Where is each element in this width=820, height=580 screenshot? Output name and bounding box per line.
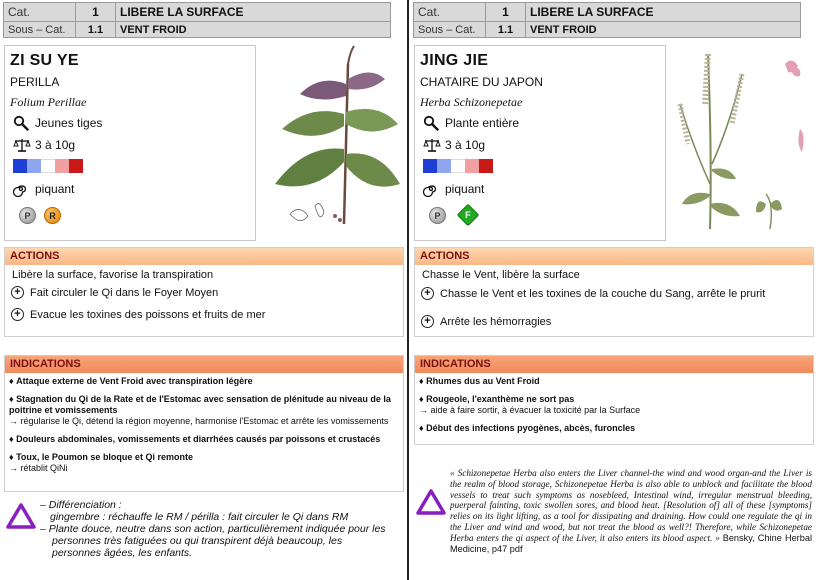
indication-item: ♦ Début des infections pyogènes, abcès, furoncles [419,423,636,433]
perilla-illustration [260,44,406,240]
actions-section [4,247,404,337]
spiral-taste-icon [13,180,35,198]
category-name: LIBERE LA SURFACE [116,3,391,22]
plus-circle-icon: + [421,287,434,300]
actions-heading: ACTIONS [5,248,403,265]
herb-name: JING JIE [420,52,489,69]
taste-text: piquant [35,182,75,196]
plant-part-text: Plante entière [445,116,520,130]
category-label: Cat. [414,3,486,22]
dose-text: 3 à 10g [35,138,76,152]
meridian-badge-kidney: R [44,207,61,224]
actions-section [414,247,814,337]
temperature-flag-icon [13,159,83,173]
bensky-quote: « Schizonepetae Herba also enters the Liver channel-the wind and wood organ-and the Liver is the realm of blood storage, Schizonepetae Herba is also able to unblock and facilitate the blood vessels to treat such symptoms as nosebleed, Intestinal wind, irregular menstrual bleeding, puerperal fainting, toxic swollen sores, and blood heat. [Resolution of] all of these [symptoms] relies on its light lifting, as a tool for dissipating and draining. How could one regulate the qi in the Liver and wind and wood, but not treat the blood as well?! Therefore, while Schizonepetae Herba enters the qi aspect of the Liver, it also enters its blood aspect. » Bensky, Chine Herbal Medicine, p47 pdf [450,468,813,554]
herb-latin-name: Herba Schizonepetae [420,95,523,109]
actions-lead: Chasse le Vent, libère la surface [422,269,580,281]
balance-scale-icon [13,136,35,154]
plant-part-text: Jeunes tiges [35,116,103,130]
category-table [3,2,391,38]
subcategory-number: 1.1 [76,22,116,38]
plus-circle-icon: + [421,315,434,328]
indication-item: ♦ Toux, le Poumon se bloque et Qi remonte → rétablit QiNi [9,452,193,473]
indication-item: ♦ Rhumes dus au Vent Froid [419,376,540,386]
subcategory-label: Sous – Cat. [4,22,76,38]
action-item: + Chasse le Vent et les toxines de la couche du Sang, arrête le prurit [421,287,765,300]
indications-section [414,355,814,445]
triangle-icon [6,503,36,529]
spiral-taste-icon [423,180,445,198]
herb-identity-box [414,45,666,241]
card-divider [407,0,409,580]
subcategory-name: VENT FROID [526,22,801,38]
herb-common-name: CHATAIRE DU JAPON [420,75,543,89]
indications-section [4,355,404,492]
temperature-flag-icon [423,159,493,173]
schizonepeta-illustration [670,44,816,240]
herb-common-name: PERILLA [10,75,60,89]
plant-part-row [13,114,102,132]
plant-part-row [423,114,519,132]
meridian-badge-lung: P [429,207,446,224]
subcategory-name: VENT FROID [116,22,391,38]
action-item: + Arrête les hémorragies [421,315,551,328]
indication-item: ♦ Douleurs abdominales, vomissements et diarrhées causés par poissons et crustacés [9,434,381,444]
triangle-icon [416,489,446,515]
indication-item: ♦ Attaque externe de Vent Froid avec transpiration légère [9,376,253,386]
actions-lead: Libère la surface, favorise la transpiration [12,269,214,281]
category-number: 1 [486,3,526,22]
category-table [413,2,801,38]
herb-name: ZI SU YE [10,52,79,69]
dose-row [423,136,485,154]
indication-item: ♦ Stagnation du Qi de la Rate et de l'Estomac avec sensation de plénitude au niveau de la poitrine et vomissements → régularise le Qi, détend la région moyenne, harmonise l'Estomac et arrête les vomissements [9,394,391,426]
category-label: Cat. [4,3,76,22]
herb-card-zi-su-ye [0,0,406,580]
actions-heading: ACTIONS [415,248,813,265]
dose-row [13,136,75,154]
indication-item: ♦ Rougeole, l'exanthème ne sort pas → aide à faire sortir, à évacuer la toxicité par la Surface [419,394,641,415]
action-item: + Fait circuler le Qi dans le Foyer Moyen [11,286,218,299]
herb-card-jing-jie [410,0,816,580]
dose-text: 3 à 10g [445,138,486,152]
action-item: + Evacue les toxines des poissons et fruits de mer [11,308,265,321]
meridian-badge-liver: F [457,204,480,227]
meridian-badge-lung: P [19,207,36,224]
magnifier-icon [13,114,35,132]
quote-source: Bensky, Chine Herbal Medicine, p47 pdf [450,532,813,554]
indications-heading: INDICATIONS [5,356,403,373]
differentiation-note: – Différenciation : gingembre : réchauffe le RM / périlla : fait circuler le Qi dans RM – Plante douce, neutre dans son action, particulièrement indiquée pour les personnes très fatiguées ou qui transpirent déjà beaucoup, les personnes âgées, les enfants. [40,499,386,559]
category-name: LIBERE LA SURFACE [526,3,801,22]
plus-circle-icon: + [11,286,24,299]
taste-row [13,180,74,198]
herb-identity-box [4,45,256,241]
herb-latin-name: Folium Perillae [10,95,87,109]
taste-row [423,180,484,198]
category-number: 1 [76,3,116,22]
taste-text: piquant [445,182,485,196]
meridian-badges [19,207,61,224]
subcategory-label: Sous – Cat. [414,22,486,38]
plus-circle-icon: + [11,308,24,321]
magnifier-icon [423,114,445,132]
subcategory-number: 1.1 [486,22,526,38]
meridian-badges [429,207,476,224]
balance-scale-icon [423,136,445,154]
indications-heading: INDICATIONS [415,356,813,373]
